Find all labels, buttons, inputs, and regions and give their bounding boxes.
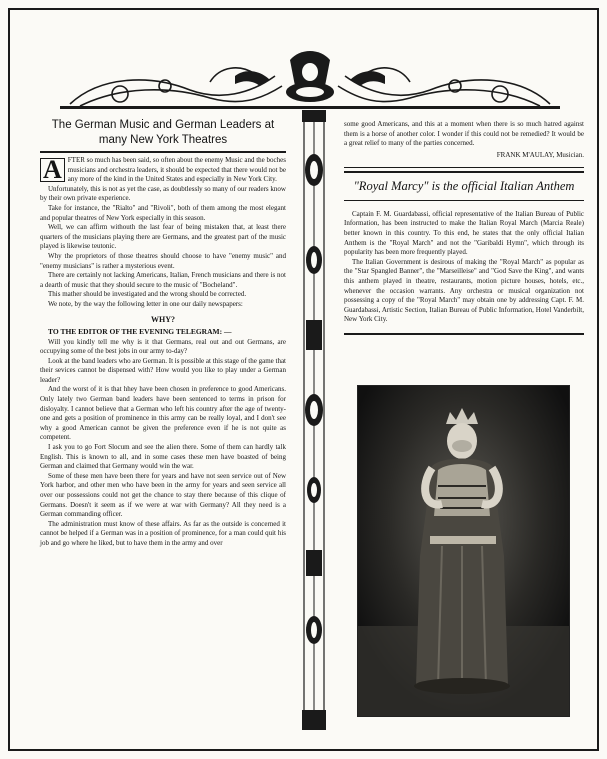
article-body [40, 156, 286, 310]
page-border-top [8, 8, 599, 10]
letter-paragraph: I ask you to go Fort Slocum and see the alien there. Some of them can hardly talk English. This is known to all, and in some cases these men have boasted of being German and claimed that Germany would win the war. [40, 443, 286, 471]
performer-figure-image [358, 386, 569, 716]
page-border-left [8, 8, 10, 751]
left-column [40, 114, 286, 549]
article-paragraph: Take for instance, the "Rialto" and "Rivoli", both of them among the most elegant and popular theatres of New York especially in this season. [40, 203, 286, 222]
section-rule-heavy [344, 171, 584, 173]
letter-continuation: some good Americans, and this at a moment when there is so much hatred against them is a horse of another color. I wonder if this could not be remedied? It would be a great relief to many of the parties concerned. [344, 120, 584, 148]
letter-signature: FRANK M'AULAY, Musician. [496, 150, 584, 159]
anthem-paragraph: Captain F. M. Guardabassi, official representative of the Italian Bureau of Public Information, has been instructed to make the Italian Royal March (Marcia Reale) better known in this country. To this end, he states that the only official Italian Anthem is the "Royal March" and not the "Garibaldi Hymn", which through its popularity has been more frequently played. [344, 209, 584, 257]
right-column [344, 120, 584, 338]
page-border-right [597, 8, 599, 751]
anthem-paragraph: The Italian Government is desirous of making the "Royal March" as popular as the "Star Spangled Banner", the "Marseilleise" and "God Save the King", and wants this anthem played in theatre, restaurants, motion picture houses, hotels, etc., whenever the occasion warrants. Any orchestra or musical organization not possessing a copy of the "Royal March" may obtain one by addressing Capt. F. M. Guardabassi, Artistic Section, Italian Bureau of Public Information, Hotel Vanderbilt, New York City. [344, 257, 584, 324]
article-paragraph: Why the proprietors of those theatres should choose to have "enemy music" and "enemy musicians" is rather a mysterious event. [40, 251, 286, 270]
title-rule [40, 151, 286, 153]
column-divider-ornament [296, 110, 332, 730]
letter-paragraph: Look at the band leaders who are German. It is possible at this stage of the game that their sevices cannot be dispensed with? How would you like to play under a German leader? [40, 356, 286, 384]
article-paragraph: FTER so much has been said, so often about the enemy Music and the boches musicians and orchestra leaders, it should be expected that there would not be any more of the kind in the United States and especially in New York City. [67, 156, 286, 184]
performer-photograph [357, 385, 570, 717]
article-paragraph: This mather should be investigated and the wrong should be corrected. [48, 290, 247, 299]
article-paragraph: We note, by the way the following letter in one our daily newspapers: [48, 299, 243, 308]
anthem-title: "Royal Marcy" is the official Italian Anthem [353, 178, 575, 193]
article-paragraph: Well, we can affirm withouth the last fear of being mistaken that, at least there quarters of the musicians playing there are Germans, and the greatest part of the music played is likewise teutonic. [40, 223, 286, 251]
section-rule [344, 167, 584, 168]
section-heading-why: WHY? [151, 314, 175, 324]
anthem-title-rule [344, 200, 584, 201]
header-ornament [60, 46, 560, 112]
article-paragraph: There are certainly not lacking Americans, Italian, French musicians and there is not a dearth of music that they should secure to the music of "Bocheland". [40, 271, 286, 289]
letter-salutation: TO THE EDITOR OF THE EVENING TELEGRAM: — [48, 326, 232, 336]
article-paragraph: Unfortunately, this is not as yet the case, as doubtlessly so many of our readers know by their own private experience. [40, 184, 286, 203]
letter-paragraph: And the worst of it is that hhey have been chosen in preference to good Americans. Only lately two German band leaders have been sentenced to terms in prison for disloyalty. I cannot believe that a German who left his country after the age of twenty-one and gets a position of prominence in this army can be really loyal, and I don't see why a good American cannot be given the preference even if he is not quite as competent. [40, 385, 286, 442]
drop-cap: A [40, 158, 65, 182]
photo-top-rule [344, 333, 584, 335]
letter-paragraph: Will you kindly tell me why is it that Germans, real out and out Germans, are occupying some of the best jobs in our army to-day? [40, 337, 286, 356]
letter-paragraph: Some of these men have been there for years and have not seen service out of New York harbor, and other men who have been in the army for years and seen service all over our possessions could not get the chance to stay there because of this clique of Germans. Doesn't it seem as if we were at war with Germany? All they need is a German commanding officer. [40, 471, 286, 519]
letter-paragraph: The administration must know of these affairs. As far as the outside is concerned it cannot be helped if a German was in a position of prominence, for a man could quit his job and go where he liked, but to have them in the army and over [40, 519, 286, 547]
page-border-bottom [8, 749, 599, 751]
article-title: The German Music and German Leaders at many New York Theatres [51, 119, 275, 146]
